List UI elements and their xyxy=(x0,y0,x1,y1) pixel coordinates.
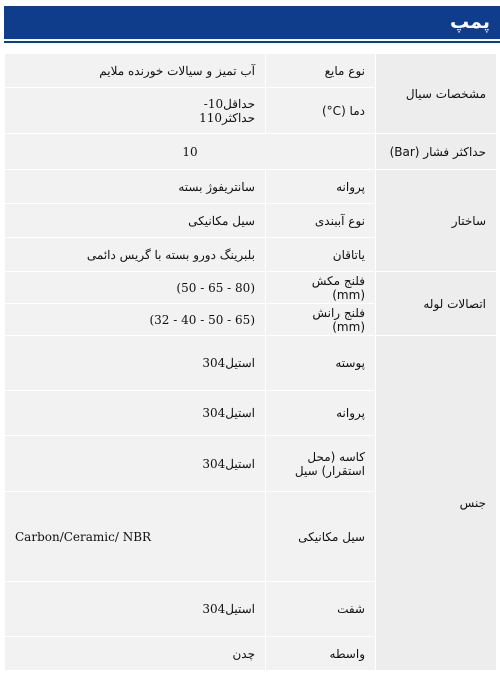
category-fluid-properties: مشخصات سیال xyxy=(376,54,497,134)
pump-spec-table xyxy=(4,53,497,671)
table-row xyxy=(5,54,497,88)
header-bar xyxy=(4,6,500,39)
value-temperature-max: حداکثر110 xyxy=(199,110,255,125)
value-adapter: چدن xyxy=(5,637,266,671)
value-shaft: استیل304 xyxy=(5,582,266,637)
prop-max-pressure: حداکثر فشار (Bar) xyxy=(376,134,497,170)
prop-material-impeller: پروانه xyxy=(266,391,376,436)
prop-bearing: یاتاقان xyxy=(266,238,376,272)
category-pipe-connections: اتصالات لوله xyxy=(376,272,497,336)
header-divider xyxy=(4,41,500,43)
value-liquid-type: آب تمیز و سیالات خورنده ملایم xyxy=(5,54,266,88)
value-seal-housing: استیل304 xyxy=(5,436,266,492)
page-header xyxy=(0,0,500,46)
prop-suction-flange: فلنج مکش (mm) xyxy=(266,272,376,304)
prop-seal-type: نوع آببندی xyxy=(266,204,376,238)
value-material-impeller: استیل304 xyxy=(5,391,266,436)
value-temperature xyxy=(5,88,266,134)
value-max-pressure: 10 xyxy=(5,134,376,170)
table-row xyxy=(5,336,497,391)
prop-temperature: دما (C°) xyxy=(266,88,376,134)
prop-seal-housing: کاسه (محل استقرار) سیل xyxy=(266,436,376,492)
value-seal-type: سیل مکانیکی xyxy=(5,204,266,238)
category-material: جنس xyxy=(376,336,497,671)
value-suction-flange: (80 - 65 - 50) xyxy=(5,272,266,304)
value-discharge-flange: (65 - 50 - 40 - 32) xyxy=(5,304,266,336)
value-temperature-min: حداقل10- xyxy=(203,96,255,111)
prop-mechanical-seal: سیل مکانیکی xyxy=(266,492,376,582)
prop-casing: پوسته xyxy=(266,336,376,391)
value-bearing: بلبرینگ دورو بسته با گریس دائمی xyxy=(5,238,266,272)
prop-discharge-flange: فلنج رانش (mm) xyxy=(266,304,376,336)
table-row xyxy=(5,170,497,204)
category-structure: ساختار xyxy=(376,170,497,272)
prop-adapter: واسطه xyxy=(266,637,376,671)
value-mechanical-seal: Carbon/Ceramic/ NBR xyxy=(5,492,266,582)
table-row xyxy=(5,134,497,170)
prop-impeller-type: پروانه xyxy=(266,170,376,204)
prop-liquid-type: نوع مایع xyxy=(266,54,376,88)
prop-shaft: شفت xyxy=(266,582,376,637)
value-casing: استیل304 xyxy=(5,336,266,391)
value-impeller-type: سانتریفوژ بسته xyxy=(5,170,266,204)
table-row xyxy=(5,272,497,304)
page-title: پمپ xyxy=(450,11,490,33)
